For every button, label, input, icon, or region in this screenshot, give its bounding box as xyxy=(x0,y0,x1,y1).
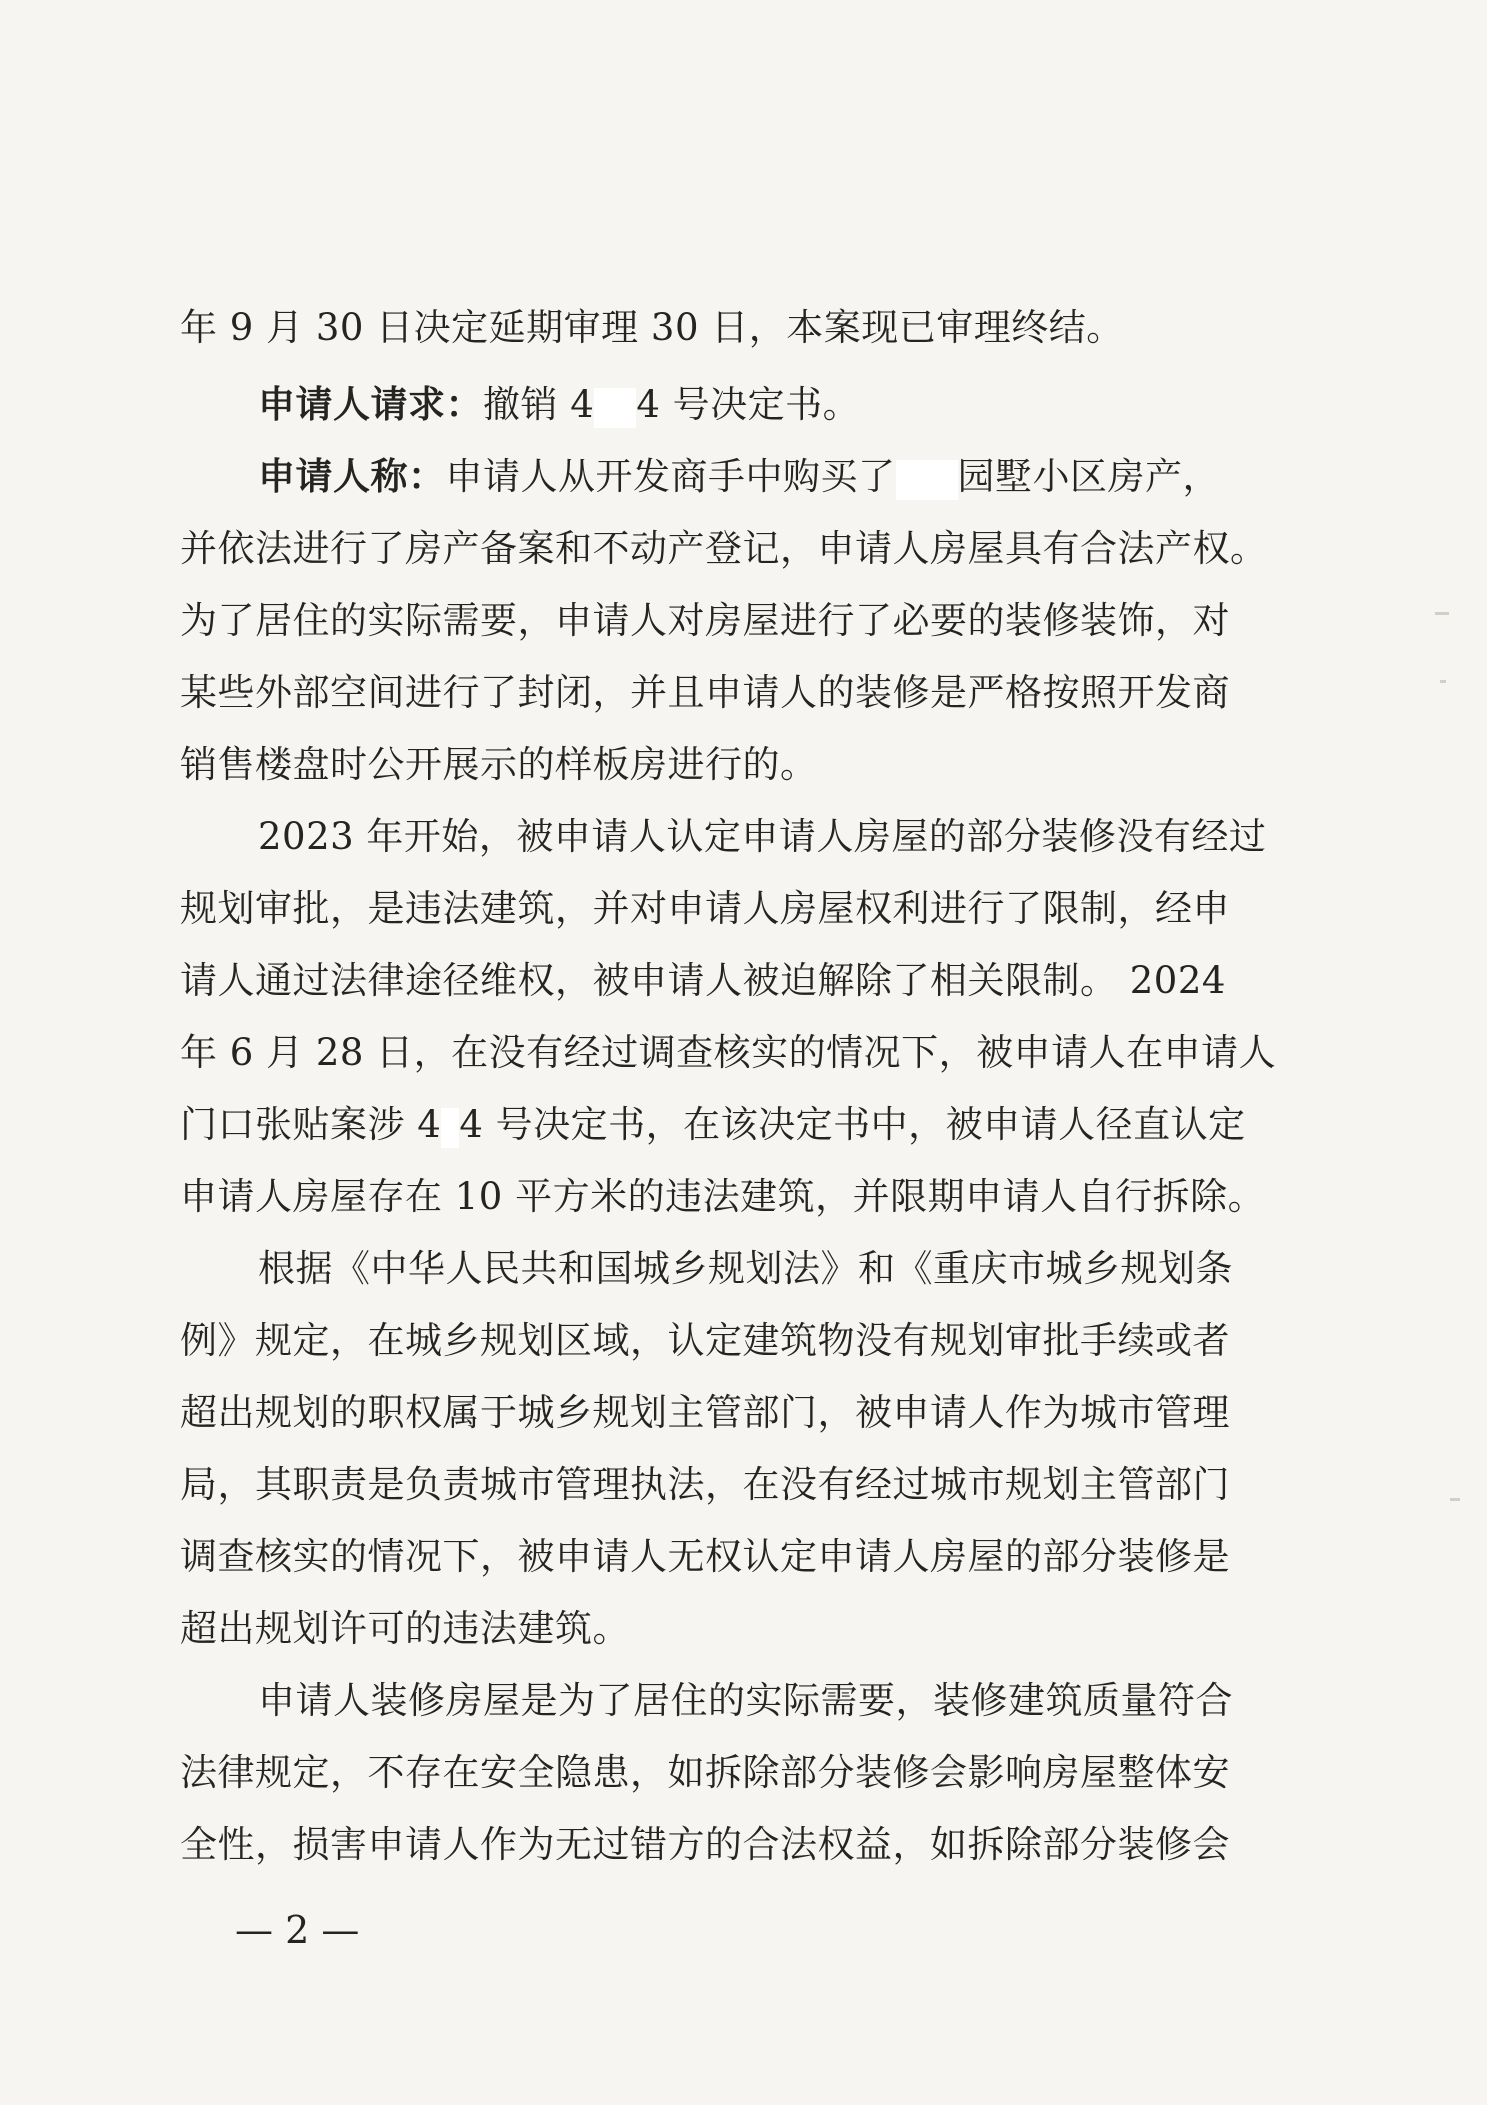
redaction-block xyxy=(441,1108,459,1148)
body-line-11-text: 年 6 月 28 日，在没有经过调查核实的情况下，被申请人在申请人 xyxy=(180,1031,1277,1074)
body-line-21-text: 法律规定，不存在安全隐患，如拆除部分装修会影响房屋整体安 xyxy=(180,1751,1230,1794)
request-paragraph xyxy=(258,380,860,430)
redaction-block xyxy=(896,460,958,500)
body-line-21 xyxy=(180,1748,1230,1798)
scan-speck xyxy=(1435,612,1449,615)
body-line-6 xyxy=(180,668,1230,718)
body-line-5 xyxy=(180,596,1230,646)
body-line-7 xyxy=(180,740,818,790)
scan-speck xyxy=(1450,1498,1460,1501)
body-line-4 xyxy=(180,524,1268,574)
body-line-9-text: 规划审批，是违法建筑，并对申请人房屋权利进行了限制，经申 xyxy=(180,887,1230,930)
body-line-10 xyxy=(180,956,1226,1006)
body-line-20 xyxy=(258,1676,1233,1726)
page-number: — 2 — xyxy=(235,1908,360,1952)
body-line-13 xyxy=(180,1172,1265,1222)
claim-text-2: 园墅小区房产， xyxy=(957,455,1220,498)
body-line-12 xyxy=(180,1100,1246,1150)
body-line-19-text: 超出规划许可的违法建筑。 xyxy=(180,1607,630,1650)
claim-label: 申请人称： xyxy=(258,455,446,498)
body-line-17-text: 局，其职责是负责城市管理执法，在没有经过城市规划主管部门 xyxy=(180,1463,1230,1506)
request-label: 申请人请求： xyxy=(258,383,483,426)
body-line-18-text: 调查核实的情况下，被申请人无权认定申请人房屋的部分装修是 xyxy=(180,1535,1230,1578)
body-line-12-text-a: 门口张贴案涉 4 xyxy=(180,1103,442,1146)
redaction-block xyxy=(594,388,636,428)
body-line-16 xyxy=(180,1388,1230,1438)
body-line-8-text: 2023 年开始，被申请人认定申请人房屋的部分装修没有经过 xyxy=(258,815,1267,858)
body-line-19 xyxy=(180,1604,630,1654)
scan-speck xyxy=(1440,680,1446,683)
body-line-10-text: 请人通过法律途径维权，被申请人被迫解除了相关限制。 2024 xyxy=(180,959,1226,1002)
body-line-14-text: 根据《中华人民共和国城乡规划法》和《重庆市城乡规划条 xyxy=(258,1247,1233,1290)
claim-text-1: 申请人从开发商手中购买了 xyxy=(445,455,896,498)
body-line-8 xyxy=(258,812,1266,862)
body-line-4-text: 并依法进行了房产备案和不动产登记，申请人房屋具有合法产权。 xyxy=(180,527,1268,570)
body-line-1-text: 年 9 月 30 日决定延期审理 30 日，本案现已审理终结。 xyxy=(180,306,1124,349)
body-line-16-text: 超出规划的职权属于城乡规划主管部门，被申请人作为城市管理 xyxy=(180,1391,1230,1434)
body-line-14 xyxy=(258,1244,1233,1294)
body-line-18 xyxy=(180,1532,1230,1582)
body-line-20-text: 申请人装修房屋是为了居住的实际需要，装修建筑质量符合 xyxy=(258,1679,1233,1722)
body-line-15-text: 例》规定，在城乡规划区域，认定建筑物没有规划审批手续或者 xyxy=(180,1319,1230,1362)
body-line-9 xyxy=(180,884,1230,934)
body-line-7-text: 销售楼盘时公开展示的样板房进行的。 xyxy=(180,743,818,786)
claim-paragraph-start xyxy=(258,452,1220,502)
body-line-13-text: 申请人房屋存在 10 平方米的违法建筑，并限期申请人自行拆除。 xyxy=(180,1175,1266,1218)
body-line-11 xyxy=(180,1028,1276,1078)
body-line-5-text: 为了居住的实际需要，申请人对房屋进行了必要的装修装饰，对 xyxy=(180,599,1230,642)
request-text-1: 撤销 4 xyxy=(483,383,595,426)
request-text-2: 4 号决定书。 xyxy=(636,383,861,426)
body-line-1 xyxy=(180,303,1124,353)
body-line-22-text: 全性，损害申请人作为无过错方的合法权益，如拆除部分装修会 xyxy=(180,1823,1230,1866)
body-line-17 xyxy=(180,1460,1230,1510)
body-line-12-text-b: 4 号决定书，在该决定书中，被申请人径直认定 xyxy=(459,1103,1246,1146)
body-line-22 xyxy=(180,1820,1230,1870)
body-line-15 xyxy=(180,1316,1230,1366)
body-line-6-text: 某些外部空间进行了封闭，并且申请人的装修是严格按照开发商 xyxy=(180,671,1230,714)
